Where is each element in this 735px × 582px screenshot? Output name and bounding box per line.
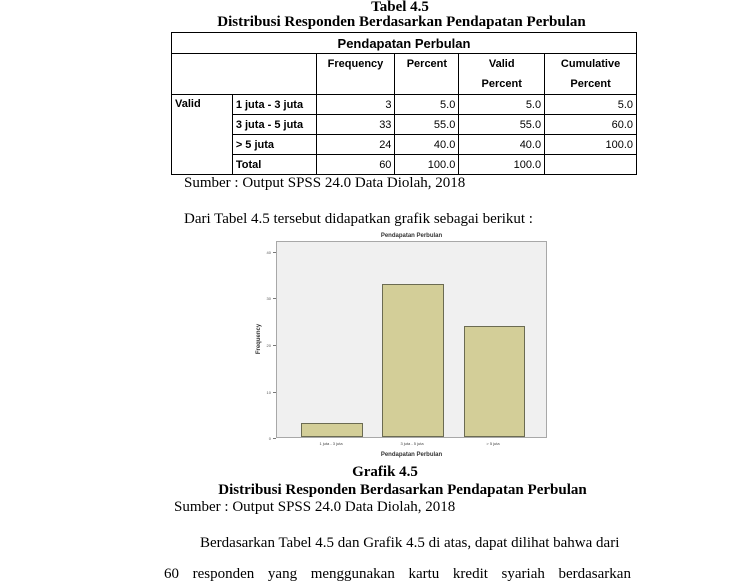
x-tick-label: > 5 juta: [486, 441, 500, 446]
table-row: [172, 95, 637, 115]
word: syariah: [501, 566, 545, 582]
frequency-table: [171, 32, 637, 175]
chart-source: Sumber : Output SPSS 24.0 Data Diolah, 2018: [174, 499, 456, 515]
word: yang: [267, 566, 298, 582]
cell-valid-percent: 5.0: [459, 95, 545, 115]
word: kredit: [452, 566, 488, 582]
chart-title: Pendapatan Perbulan: [380, 233, 443, 239]
cell-cumulative-percent: [545, 155, 637, 175]
cell-frequency: 33: [316, 115, 395, 135]
x-axis-label: Pendapatan Perbulan: [380, 452, 443, 458]
y-tick-20: 20: [266, 343, 271, 348]
bar-1-3-juta: [301, 423, 363, 437]
cell-percent: 5.0: [395, 95, 459, 115]
cell-frequency: 24: [316, 135, 395, 155]
table-caption-title: Distribusi Responden Berdasarkan Pendapatan Perbulan: [217, 14, 586, 30]
table-row: [172, 115, 637, 135]
word: kartu: [408, 566, 440, 582]
bar-gt-5-juta: [464, 326, 525, 437]
cell-valid-percent: 55.0: [459, 115, 545, 135]
word: berdasarkan: [558, 566, 631, 582]
cell-cumulative-percent: 60.0: [545, 115, 637, 135]
body-paragraph-line-2: [164, 566, 631, 582]
table-title-row: [172, 33, 637, 54]
x-tick-label: 3 juta - 5 juta: [400, 441, 424, 446]
y-tick-0: 0: [268, 436, 271, 441]
row-label: 1 juta - 3 juta: [232, 95, 316, 115]
bar-3-5-juta: [382, 284, 444, 437]
y-axis-label: Frequency: [256, 323, 262, 355]
chart-caption-number: Grafik 4.5: [352, 464, 418, 480]
word: menggunakan: [310, 566, 395, 582]
y-tick-30: 30: [266, 296, 271, 301]
cell-cumulative-percent: 5.0: [545, 95, 637, 115]
word: responden: [192, 566, 255, 582]
table-caption-number: Tabel 4.5: [371, 0, 429, 15]
table-source: Sumber : Output SPSS 24.0 Data Diolah, 2018: [184, 175, 466, 191]
header-cumulative-percent: Cumulative Percent: [545, 54, 637, 95]
row-label: > 5 juta: [232, 135, 316, 155]
header-percent: Percent: [395, 54, 459, 95]
cell-percent: 55.0: [395, 115, 459, 135]
cell-frequency: 60: [316, 155, 395, 175]
cell-valid-percent: 100.0: [459, 155, 545, 175]
header-empty-cell: [172, 54, 317, 95]
cell-frequency: 3: [316, 95, 395, 115]
row-label: 3 juta - 5 juta: [232, 115, 316, 135]
body-paragraph-line-1: Berdasarkan Tabel 4.5 dan Grafik 4.5 di atas, dapat dilihat bahwa dari: [200, 535, 620, 551]
group-label-valid: Valid: [172, 95, 233, 175]
y-tick-10: 10: [266, 390, 271, 395]
y-tick-mark: [273, 438, 276, 439]
table-row: [172, 135, 637, 155]
table-title: Pendapatan Perbulan: [172, 33, 637, 54]
cell-cumulative-percent: 100.0: [545, 135, 637, 155]
cell-valid-percent: 40.0: [459, 135, 545, 155]
chart-caption-title: Distribusi Responden Berdasarkan Pendapatan Perbulan: [218, 482, 587, 498]
y-tick-40: 40: [266, 250, 271, 255]
row-label: Total: [232, 155, 316, 175]
cell-percent: 40.0: [395, 135, 459, 155]
header-valid-percent: Valid Percent: [459, 54, 545, 95]
cell-percent: 100.0: [395, 155, 459, 175]
table-row-total: [172, 155, 637, 175]
word: 60: [164, 566, 179, 582]
chart-plot-area: [276, 241, 547, 438]
header-frequency: Frequency: [316, 54, 395, 95]
table-header-row: [172, 54, 637, 95]
x-tick-label: 1 juta - 3 juta: [319, 441, 343, 446]
intro-paragraph: Dari Tabel 4.5 tersebut didapatkan grafik sebagai berikut :: [184, 211, 533, 227]
